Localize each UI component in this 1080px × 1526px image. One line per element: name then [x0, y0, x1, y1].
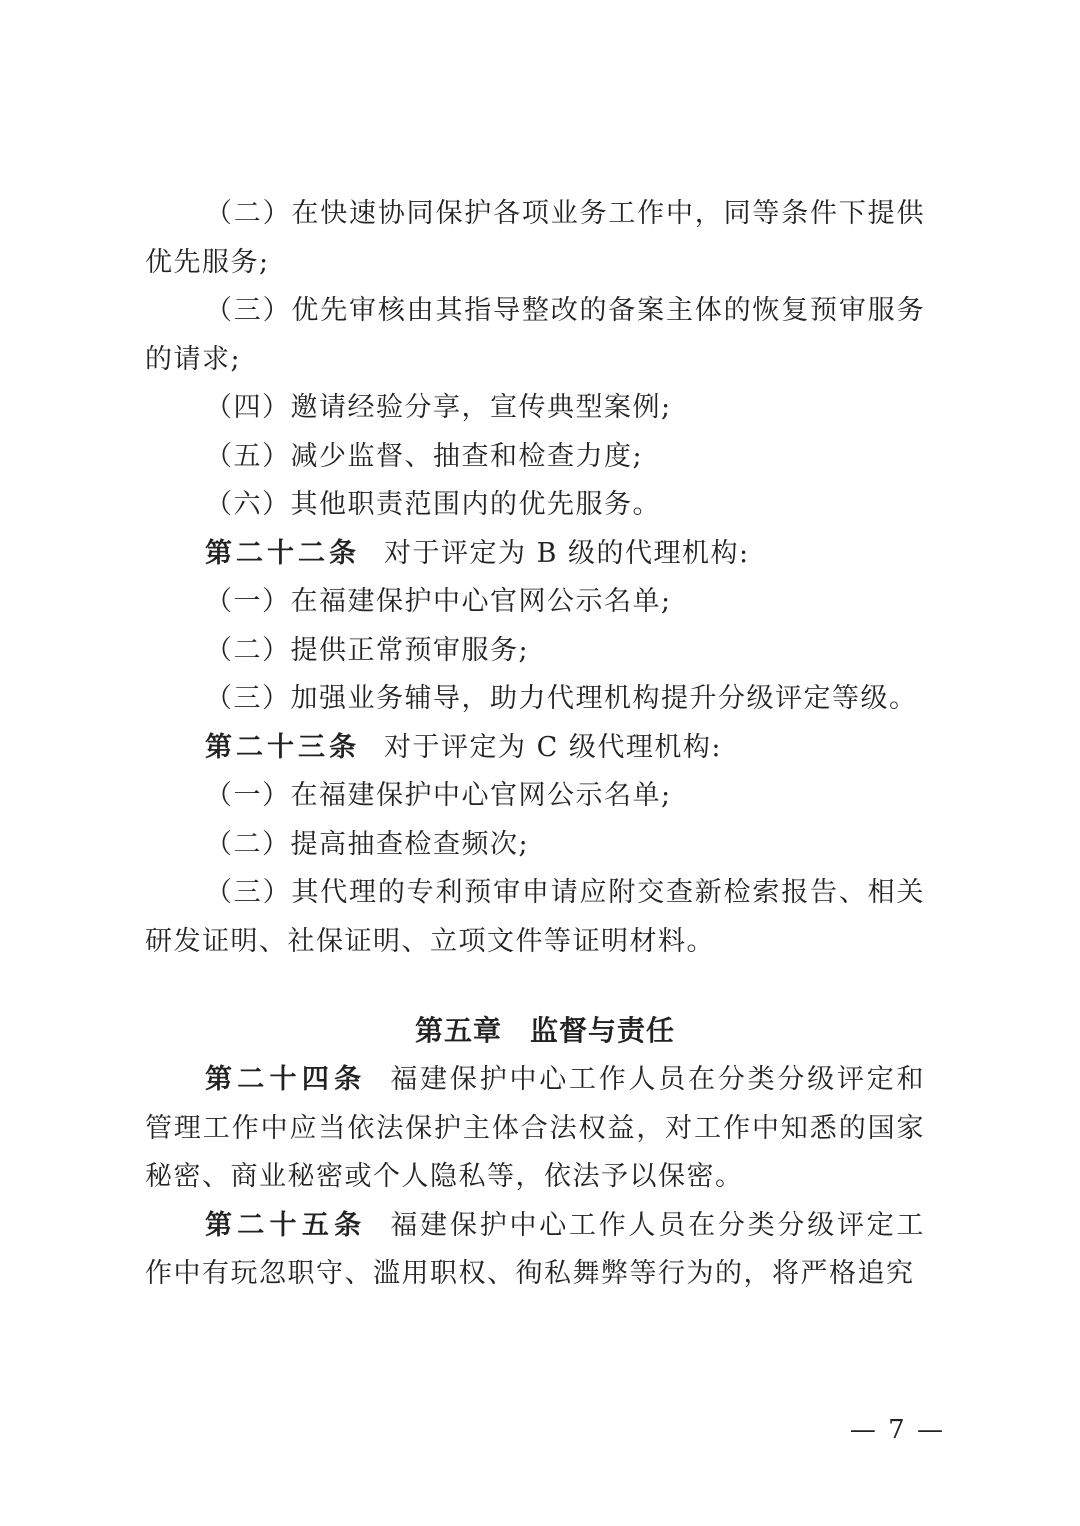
article-label: 第二十二条 — [205, 537, 360, 569]
list-item: （二）提高抽查检查频次; — [205, 828, 530, 860]
article-text: 福建保护中心工作人员在分类分级评定工作中有玩忽职守、滥用职权、徇私舞弊等行为的，将严格追究 — [145, 1209, 926, 1289]
list-item: （二）提供正常预审服务; — [205, 634, 530, 666]
list-item: （二）在快速协同保护各项业务工作中，同等条件下提供优先服务; — [145, 198, 925, 278]
list-item: （六）其他职责范围内的优先服务。 — [205, 489, 661, 520]
article-23 — [145, 724, 925, 773]
article-label: 第二十三条 — [205, 731, 360, 763]
list-item: （五）减少监督、抽查和检查力度; — [205, 440, 644, 472]
chapter-title: 监督与责任 — [530, 1014, 676, 1047]
article-label: 第二十五条 — [205, 1209, 367, 1241]
list-item: （四）邀请经验分享，宣传典型案例; — [205, 392, 672, 423]
list-item: （一）在福建保护中心官网公示名单; — [205, 780, 672, 811]
article-text: 对于评定为 B 级的代理机构: — [384, 537, 750, 569]
body-text — [145, 190, 925, 1299]
list-item: （一）在福建保护中心官网公示名单; — [205, 586, 672, 617]
article-24 — [145, 1056, 925, 1202]
chapter-number: 第五章 — [414, 1014, 502, 1047]
article-text: 福建保护中心工作人员在分类分级评定和管理工作中应当依法保护主体合法权益，对工作中知悉的国家秘密、商业秘密或个人隐私等，依法予以保密。 — [145, 1064, 926, 1192]
chapter-heading — [145, 1006, 925, 1056]
list-item: （三）其代理的专利预审申请应附交查新检索报告、相关研发证明、社保证明、立项文件等证明材料。 — [145, 877, 925, 957]
article-label: 第二十四条 — [205, 1064, 367, 1095]
article-text: 对于评定为 C 级代理机构: — [384, 731, 722, 763]
list-item: （三）优先审核由其指导整改的备案主体的恢复预审服务的请求; — [145, 295, 925, 375]
article-25 — [145, 1202, 925, 1299]
page-number: — 7 — — [849, 1415, 945, 1445]
article-22 — [145, 530, 925, 579]
list-item: （三）加强业务辅导，助力代理机构提升分级评定等级。 — [205, 683, 918, 714]
